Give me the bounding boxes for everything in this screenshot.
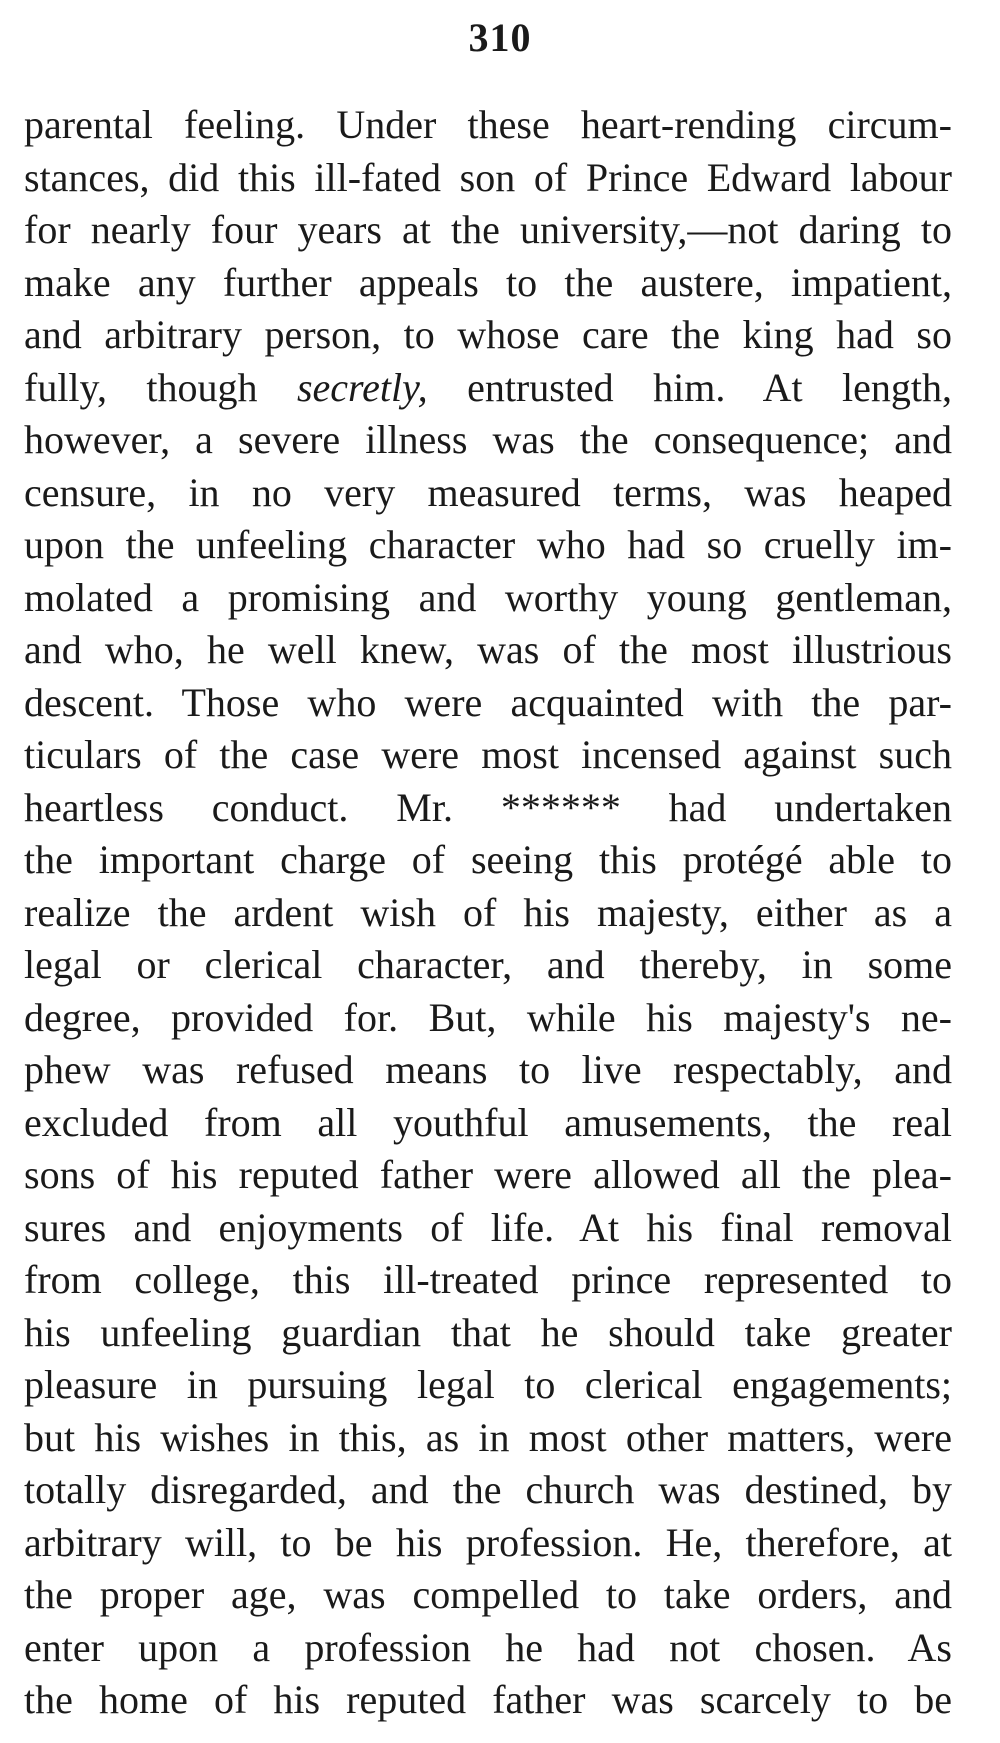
text-line: enter upon a profession he had not chosen. As	[24, 1624, 952, 1670]
text-line: realize the ardent wish of his majesty, either as a	[24, 889, 952, 935]
text-line: legal or clerical character, and thereby, in some	[24, 942, 952, 987]
text-line: the home of his reputed father was scarcely to be	[24, 1677, 952, 1722]
italic-word: secretly,	[296, 364, 428, 410]
page-number: 310	[468, 15, 532, 60]
text-line: degree, provided for. But, while his majesty's ne-	[24, 994, 952, 1040]
text-line: ticulars of the case were most incensed against such	[24, 732, 952, 777]
text-line: heartless conduct. Mr. ****** had undertaken	[24, 784, 952, 830]
text-line: and arbitrary person, to whose care the king had so	[24, 312, 952, 357]
text-line: for nearly four years at the university,—not daring to	[24, 207, 952, 252]
text-line: however, a severe illness was the consequence; and	[24, 417, 952, 462]
body-text	[24, 99, 952, 1727]
text-line: arbitrary will, to be his profession. He, therefore, at	[24, 1519, 952, 1565]
text-line: sons of his reputed father were allowed all the plea-	[24, 1152, 952, 1197]
text-line: the proper age, was compelled to take orders, and	[24, 1572, 952, 1617]
text-line: sures and enjoyments of life. At his final removal	[24, 1204, 952, 1250]
text-line: stances, did this ill-fated son of Prince Edward labour	[24, 154, 952, 200]
text-line: phew was refused means to live respectably, and	[24, 1047, 952, 1092]
text-line: pleasure in pursuing legal to clerical engagements;	[24, 1362, 952, 1407]
text-line: totally disregarded, and the church was destined, by	[24, 1467, 952, 1512]
text-line: excluded from all youthful amusements, the real	[24, 1099, 952, 1145]
text-line: from college, this ill-treated prince represented to	[24, 1257, 952, 1302]
text-line: and who, he well knew, was of the most illustrious	[24, 627, 952, 672]
text-line: descent. Those who were acquainted with the par-	[24, 679, 952, 725]
text-line: parental feeling. Under these heart-rending circum-	[24, 102, 952, 147]
text-segment: entrusted him. At length,	[427, 364, 952, 410]
text-line: make any further appeals to the austere, impatient,	[24, 259, 952, 305]
text-line: his unfeeling guardian that he should take greater	[24, 1309, 952, 1355]
text-line: censure, in no very measured terms, was heaped	[24, 469, 952, 515]
text-line: molated a promising and worthy young gentleman,	[24, 574, 952, 620]
text-segment: fully, though	[24, 364, 297, 410]
text-line: the important charge of seeing this protégé able to	[24, 837, 952, 882]
text-line: upon the unfeeling character who had so cruelly im-	[24, 522, 952, 567]
text-line: but his wishes in this, as in most other matters, were	[24, 1414, 952, 1460]
text-line	[24, 362, 952, 415]
